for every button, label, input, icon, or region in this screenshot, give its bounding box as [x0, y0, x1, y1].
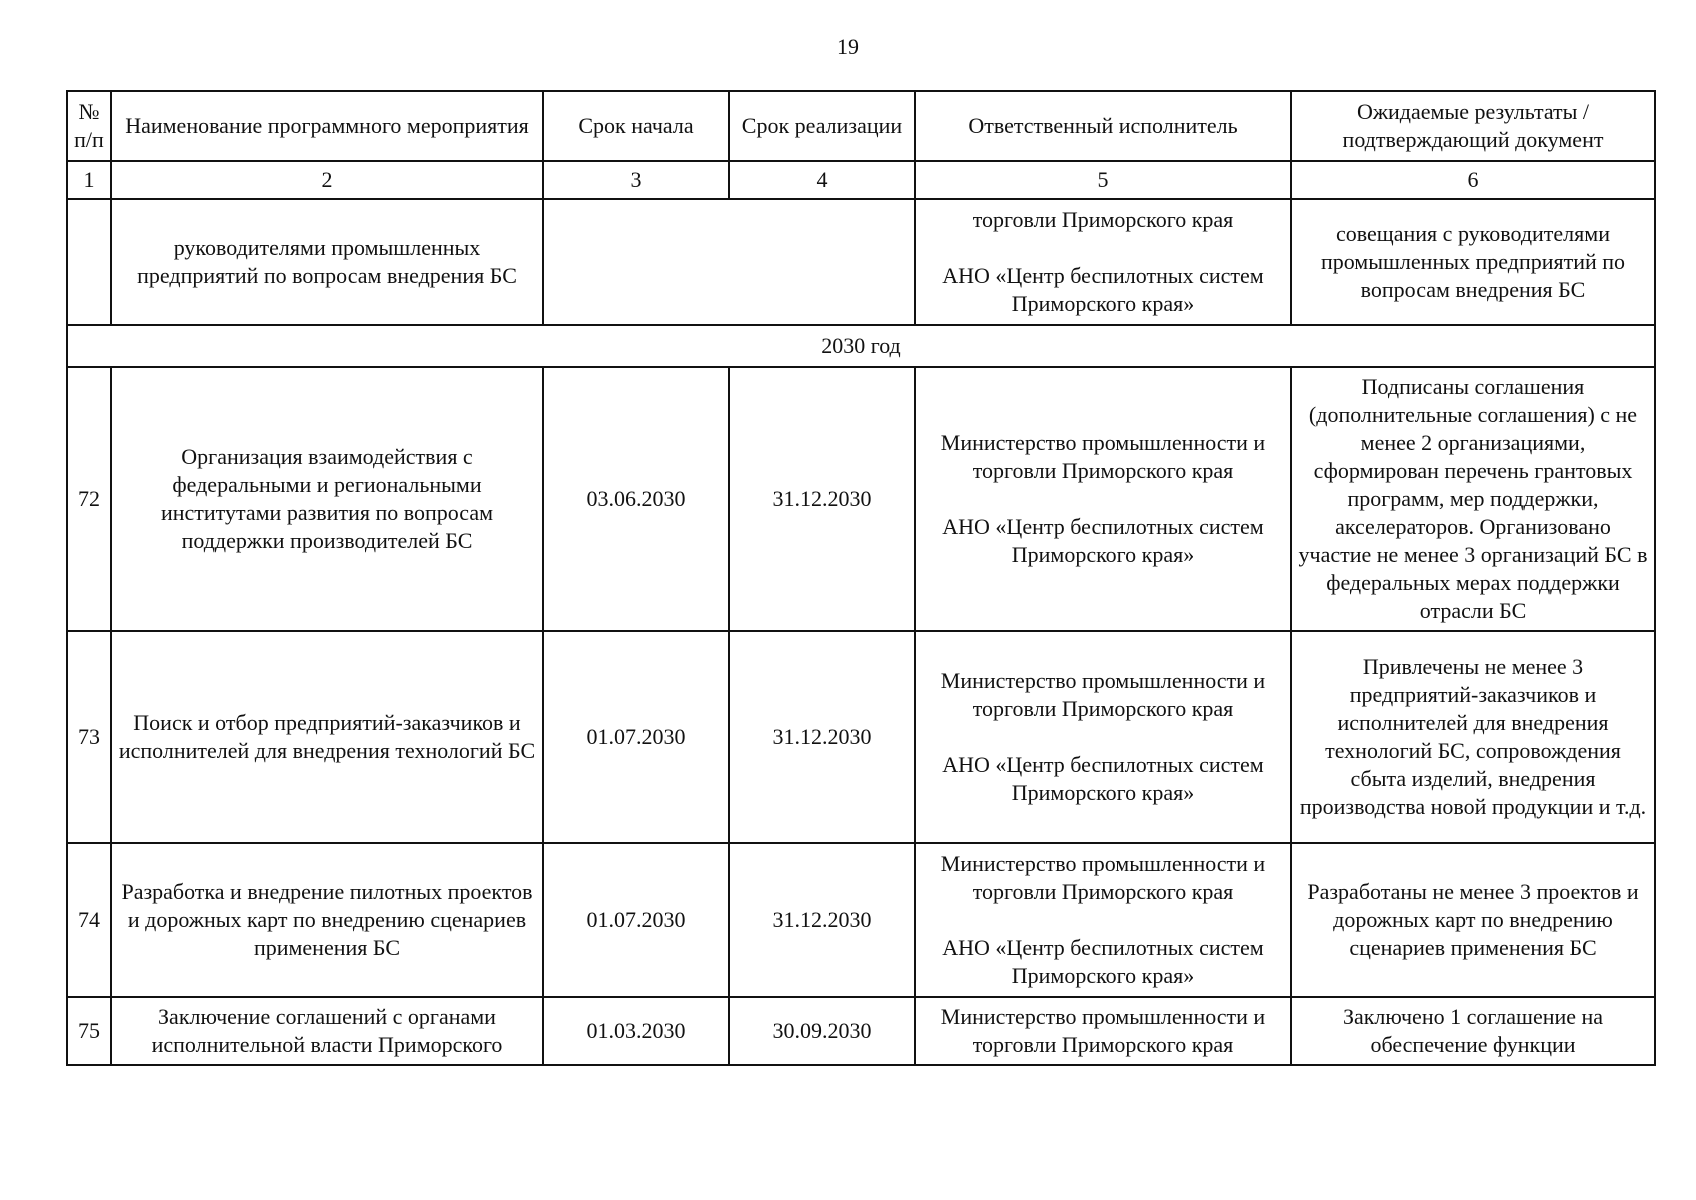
column-number: 4 — [729, 161, 915, 199]
header-start-date: Срок начала — [543, 91, 729, 161]
row-number: 74 — [67, 843, 111, 997]
section-row — [67, 325, 1655, 367]
column-number: 6 — [1291, 161, 1655, 199]
header-end-date: Срок реализации — [729, 91, 915, 161]
activity-name: Заключение соглашений с органами исполнительной власти Приморского — [111, 997, 543, 1065]
column-number: 5 — [915, 161, 1291, 199]
table-row — [67, 997, 1655, 1065]
header-number: № п/п — [67, 91, 111, 161]
expected-result: Разработаны не менее 3 проектов и дорожных карт по внедрению сценариев применения БС — [1291, 843, 1655, 997]
page-number: 19 — [837, 34, 859, 59]
column-number-row — [67, 161, 1655, 199]
expected-result: Заключено 1 соглашение на обеспечение функции — [1291, 997, 1655, 1065]
table-header-row — [67, 91, 1655, 161]
row-number: 75 — [67, 997, 111, 1065]
column-number: 2 — [111, 161, 543, 199]
end-date: 31.12.2030 — [729, 631, 915, 843]
start-date: 01.03.2030 — [543, 997, 729, 1065]
date-cell — [543, 199, 915, 325]
activity-name: руководителями промышленных предприятий по вопросам внедрения БС — [111, 199, 543, 325]
responsible-ano: АНО «Центр беспилотных систем Приморского края» — [942, 935, 1264, 988]
responsible-executor — [915, 843, 1291, 997]
table-row — [67, 843, 1655, 997]
start-date: 03.06.2030 — [543, 367, 729, 631]
end-date: 31.12.2030 — [729, 367, 915, 631]
table-row — [67, 631, 1655, 843]
responsible-ano: АНО «Центр беспилотных систем Приморского края» — [942, 263, 1264, 316]
end-date: 30.09.2030 — [729, 997, 915, 1065]
start-date: 01.07.2030 — [543, 631, 729, 843]
responsible-executor — [915, 199, 1291, 325]
expected-result: Подписаны соглашения (дополнительные соглашения) с не менее 2 организациями, сформирован перечень грантовых программ, мер поддержки, акселераторов. Организовано участие не менее 3 организаций БС в федеральных мерах поддержки отрасли БС — [1291, 367, 1655, 631]
responsible-executor — [915, 631, 1291, 843]
table-row-continuation — [67, 199, 1655, 325]
activity-name: Разработка и внедрение пилотных проектов и дорожных карт по внедрению сценариев применения БС — [111, 843, 543, 997]
header-responsible: Ответственный исполнитель — [915, 91, 1291, 161]
activity-name: Организация взаимодействия с федеральными и региональными институтами развития по вопросам поддержки производителей БС — [111, 367, 543, 631]
table-row — [67, 367, 1655, 631]
responsible-executor — [915, 997, 1291, 1065]
row-number: 72 — [67, 367, 111, 631]
responsible-ministry: Министерство промышленности и торговли Приморского края — [940, 430, 1266, 483]
responsible-ministry: Министерство промышленности и торговли Приморского края — [940, 668, 1266, 721]
column-number: 3 — [543, 161, 729, 199]
responsible-executor — [915, 367, 1291, 631]
responsible-ministry: торговли Приморского края — [972, 207, 1234, 232]
column-number: 1 — [67, 161, 111, 199]
expected-result: Привлечены не менее 3 предприятий-заказчиков и исполнителей для внедрения технологий БС, сопровождения сбыта изделий, внедрения производства новой продукции и т.д. — [1291, 631, 1655, 843]
row-number: 73 — [67, 631, 111, 843]
activity-name: Поиск и отбор предприятий-заказчиков и исполнителей для внедрения технологий БС — [111, 631, 543, 843]
responsible-ministry: Министерство промышленности и торговли Приморского края — [940, 1004, 1266, 1057]
responsible-ano: АНО «Центр беспилотных систем Приморского края» — [942, 514, 1264, 567]
start-date: 01.07.2030 — [543, 843, 729, 997]
expected-result: совещания с руководителями промышленных предприятий по вопросам внедрения БС — [1291, 199, 1655, 325]
header-activity-name: Наименование программного мероприятия — [111, 91, 543, 161]
responsible-ministry: Министерство промышленности и торговли Приморского края — [940, 851, 1266, 904]
end-date: 31.12.2030 — [729, 843, 915, 997]
row-number — [67, 199, 111, 325]
section-title: 2030 год — [67, 325, 1655, 367]
program-activities-table — [66, 90, 1656, 1066]
responsible-ano: АНО «Центр беспилотных систем Приморского края» — [942, 752, 1264, 805]
header-expected-results: Ожидаемые результаты / подтверждающий документ — [1291, 91, 1655, 161]
